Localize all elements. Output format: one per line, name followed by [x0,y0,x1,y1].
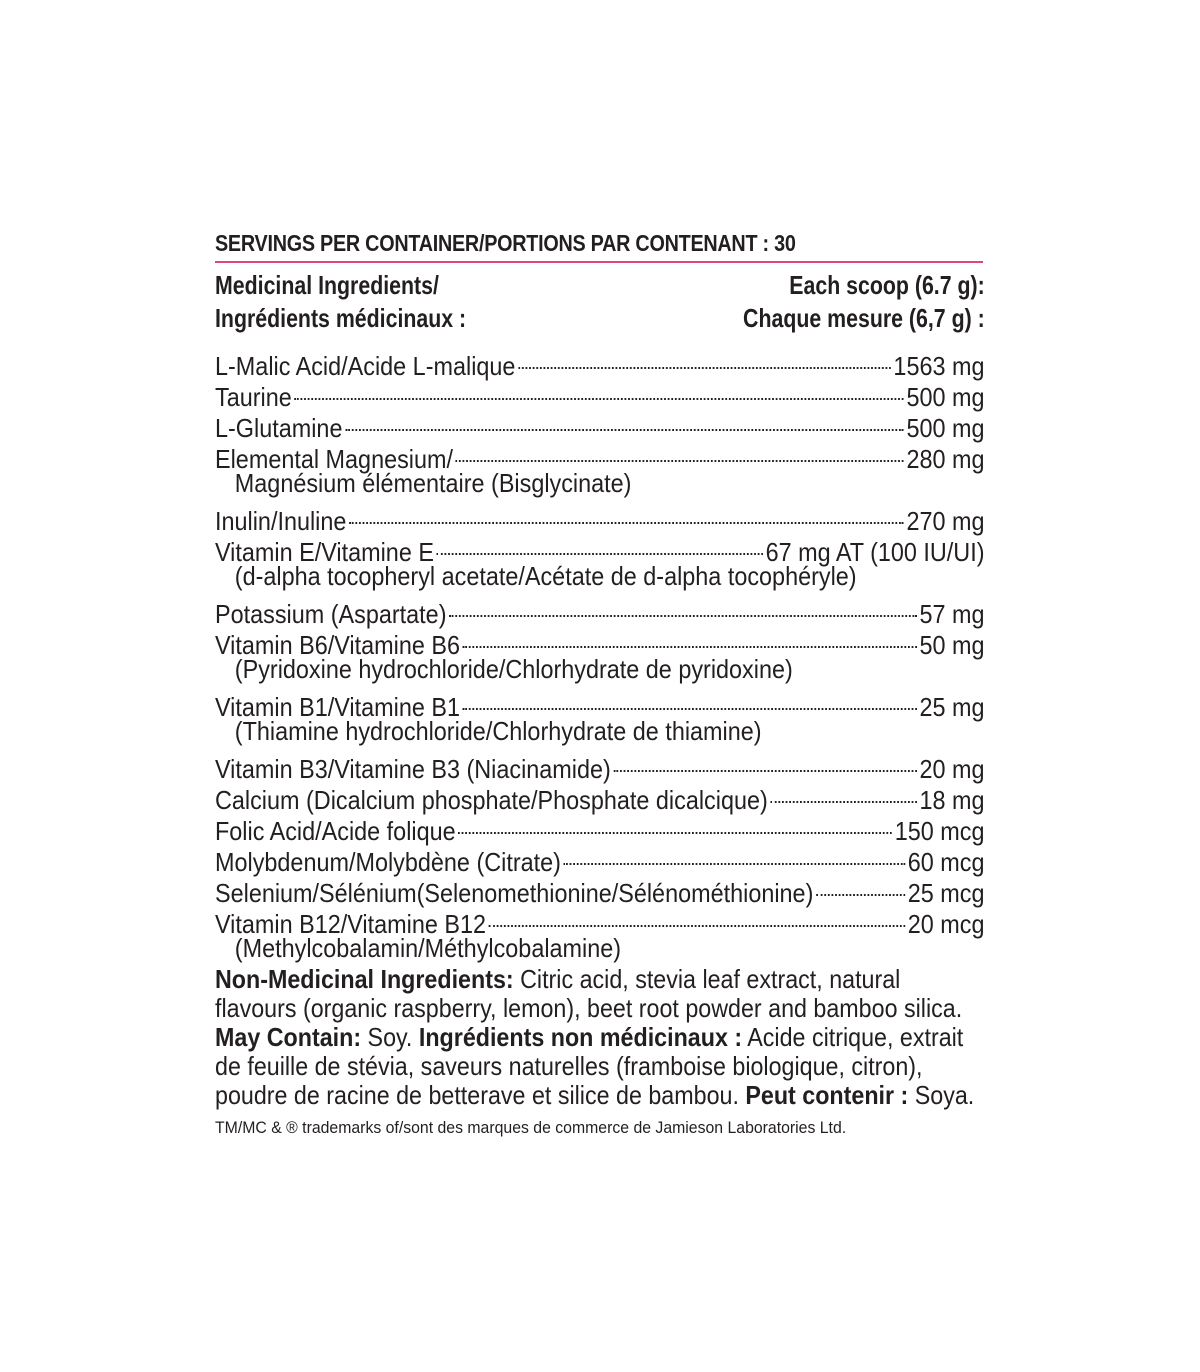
ingredient-amount: 67 mg AT (100 IU/UI) [765,537,985,567]
ingredient-row [215,809,985,846]
non-medicinal-ingredients [215,965,985,1110]
dot-leader [456,437,904,468]
ingredient-name: Vitamin E/Vitamine E [215,537,434,567]
ingredient-name: Selenium/Sélénium(Selenomethionine/Sélénométhionine) [215,878,814,908]
ingredient-row [215,685,985,722]
ingredient-amount: 270 mg [906,506,985,536]
ingredient-name: Molybdenum/Molybdène (Citrate) [215,847,561,877]
dot-leader [294,375,903,406]
dot-leader [463,685,917,716]
dot-leader [458,809,892,840]
ingredient-row [215,437,985,474]
ingredient-name: Inulin/Inuline [215,506,347,536]
dot-leader [489,902,905,933]
dot-leader [345,406,904,437]
ingredient-amount: 50 mg [919,630,985,660]
ingredient-row [215,778,985,815]
peut-contenir-text: Soya. [908,1080,975,1110]
dot-leader [518,344,891,375]
nonmed-text-en: Citric acid, stevia leaf extract, natural flavours (organic raspberry, lemon), beet root powder and bamboo silica. [215,964,963,1023]
ingredient-name: Calcium (Dicalcium phosphate/Phosphate dicalcique) [215,785,768,815]
may-contain-text: Soy. [361,1022,419,1052]
ingredient-name: L-Malic Acid/Acide L-malique [215,351,516,381]
header-right-line1: Each scoop (6.7 g): [789,270,985,300]
ingredient-amount: 57 mg [919,599,985,629]
ingredient-row [215,902,985,939]
ingredient-source: (Thiamine hydrochloride/Chlorhydrate de thiamine) [234,716,762,746]
dot-leader [449,592,917,623]
dot-leader [770,778,916,809]
nonmed-label-en: Non-Medicinal Ingredients: [215,964,514,994]
ingredient-name: Vitamin B6/Vitamine B6 [215,630,460,660]
dot-leader [437,530,763,561]
ingredient-row [215,344,985,381]
ingredient-name: Potassium (Aspartate) [215,599,447,629]
ingredient-amount: 500 mg [906,382,985,412]
divider-rule [215,261,983,263]
ingredient-row [215,375,985,412]
ingredient-row [215,499,985,536]
ingredient-name: Vitamin B12/Vitamine B12 [215,909,486,939]
ingredient-name: Elemental Magnesium/ [215,444,454,474]
servings-per-container: SERVINGS PER CONTAINER/PORTIONS PAR CONTENANT : 30 [215,230,796,256]
ingredient-source: (Pyridoxine hydrochloride/Chlorhydrate de pyridoxine) [234,654,793,684]
ingredient-row [215,623,985,660]
ingredient-amount: 20 mg [919,754,985,784]
dot-leader [564,840,905,871]
ingredient-row [215,530,985,567]
ingredient-amount: 25 mg [919,692,985,722]
ingredient-source: (Methylcobalamin/Méthylcobalamine) [234,933,622,963]
ingredient-name: Vitamin B3/Vitamine B3 (Niacinamide) [215,754,611,784]
ingredient-source: (d-alpha tocopheryl acetate/Acétate de d-alpha tocophéryle) [234,561,857,591]
ingredient-row [215,871,985,908]
may-contain-label: May Contain: [215,1022,362,1052]
ingredient-row [215,747,985,784]
header-right-line2: Chaque mesure (6,7 g) : [743,303,985,333]
nonmed-text-fr: Acide citrique, extrait de feuille de stévia, saveurs naturelles (framboise biologique, citron), poudre de racine de betterave et silice de bambou. [215,1022,964,1110]
ingredient-amount: 500 mg [906,413,985,443]
ingredient-amount: 20 mcg [907,909,985,939]
ingredient-row [215,406,985,443]
peut-contenir-label: Peut contenir : [745,1080,909,1110]
ingredient-amount: 150 mcg [894,816,985,846]
header-right [743,269,985,337]
nonmed-label-fr: Ingrédients non médicinaux : [418,1022,743,1052]
ingredients-header [215,269,985,337]
header-left-line1: Medicinal Ingredients/ [215,270,439,300]
supplement-facts-panel [215,226,985,1139]
ingredient-name: Vitamin B1/Vitamine B1 [215,692,460,722]
header-left [215,269,466,337]
dot-leader [349,499,904,530]
ingredient-row [215,592,985,629]
ingredient-name: Taurine [215,382,292,412]
dot-leader [816,871,905,902]
ingredient-name: L-Glutamine [215,413,343,443]
dot-leader [614,747,917,778]
ingredient-amount: 280 mg [906,444,985,474]
ingredient-source: Magnésium élémentaire (Bisglycinate) [234,468,632,498]
ingredient-amount: 25 mcg [907,878,985,908]
ingredient-name: Folic Acid/Acide folique [215,816,456,846]
ingredient-row [215,840,985,877]
header-left-line2: Ingrédients médicinaux : [215,303,467,333]
ingredient-amount: 60 mcg [907,847,985,877]
ingredient-amount: 1563 mg [893,351,985,381]
ingredient-amount: 18 mg [919,785,985,815]
dot-leader [463,623,917,654]
trademark-notice: TM/MC & ® trademarks of/sont des marques de commerce de Jamieson Laboratories Ltd. [215,1118,847,1137]
ingredient-list [215,344,985,964]
